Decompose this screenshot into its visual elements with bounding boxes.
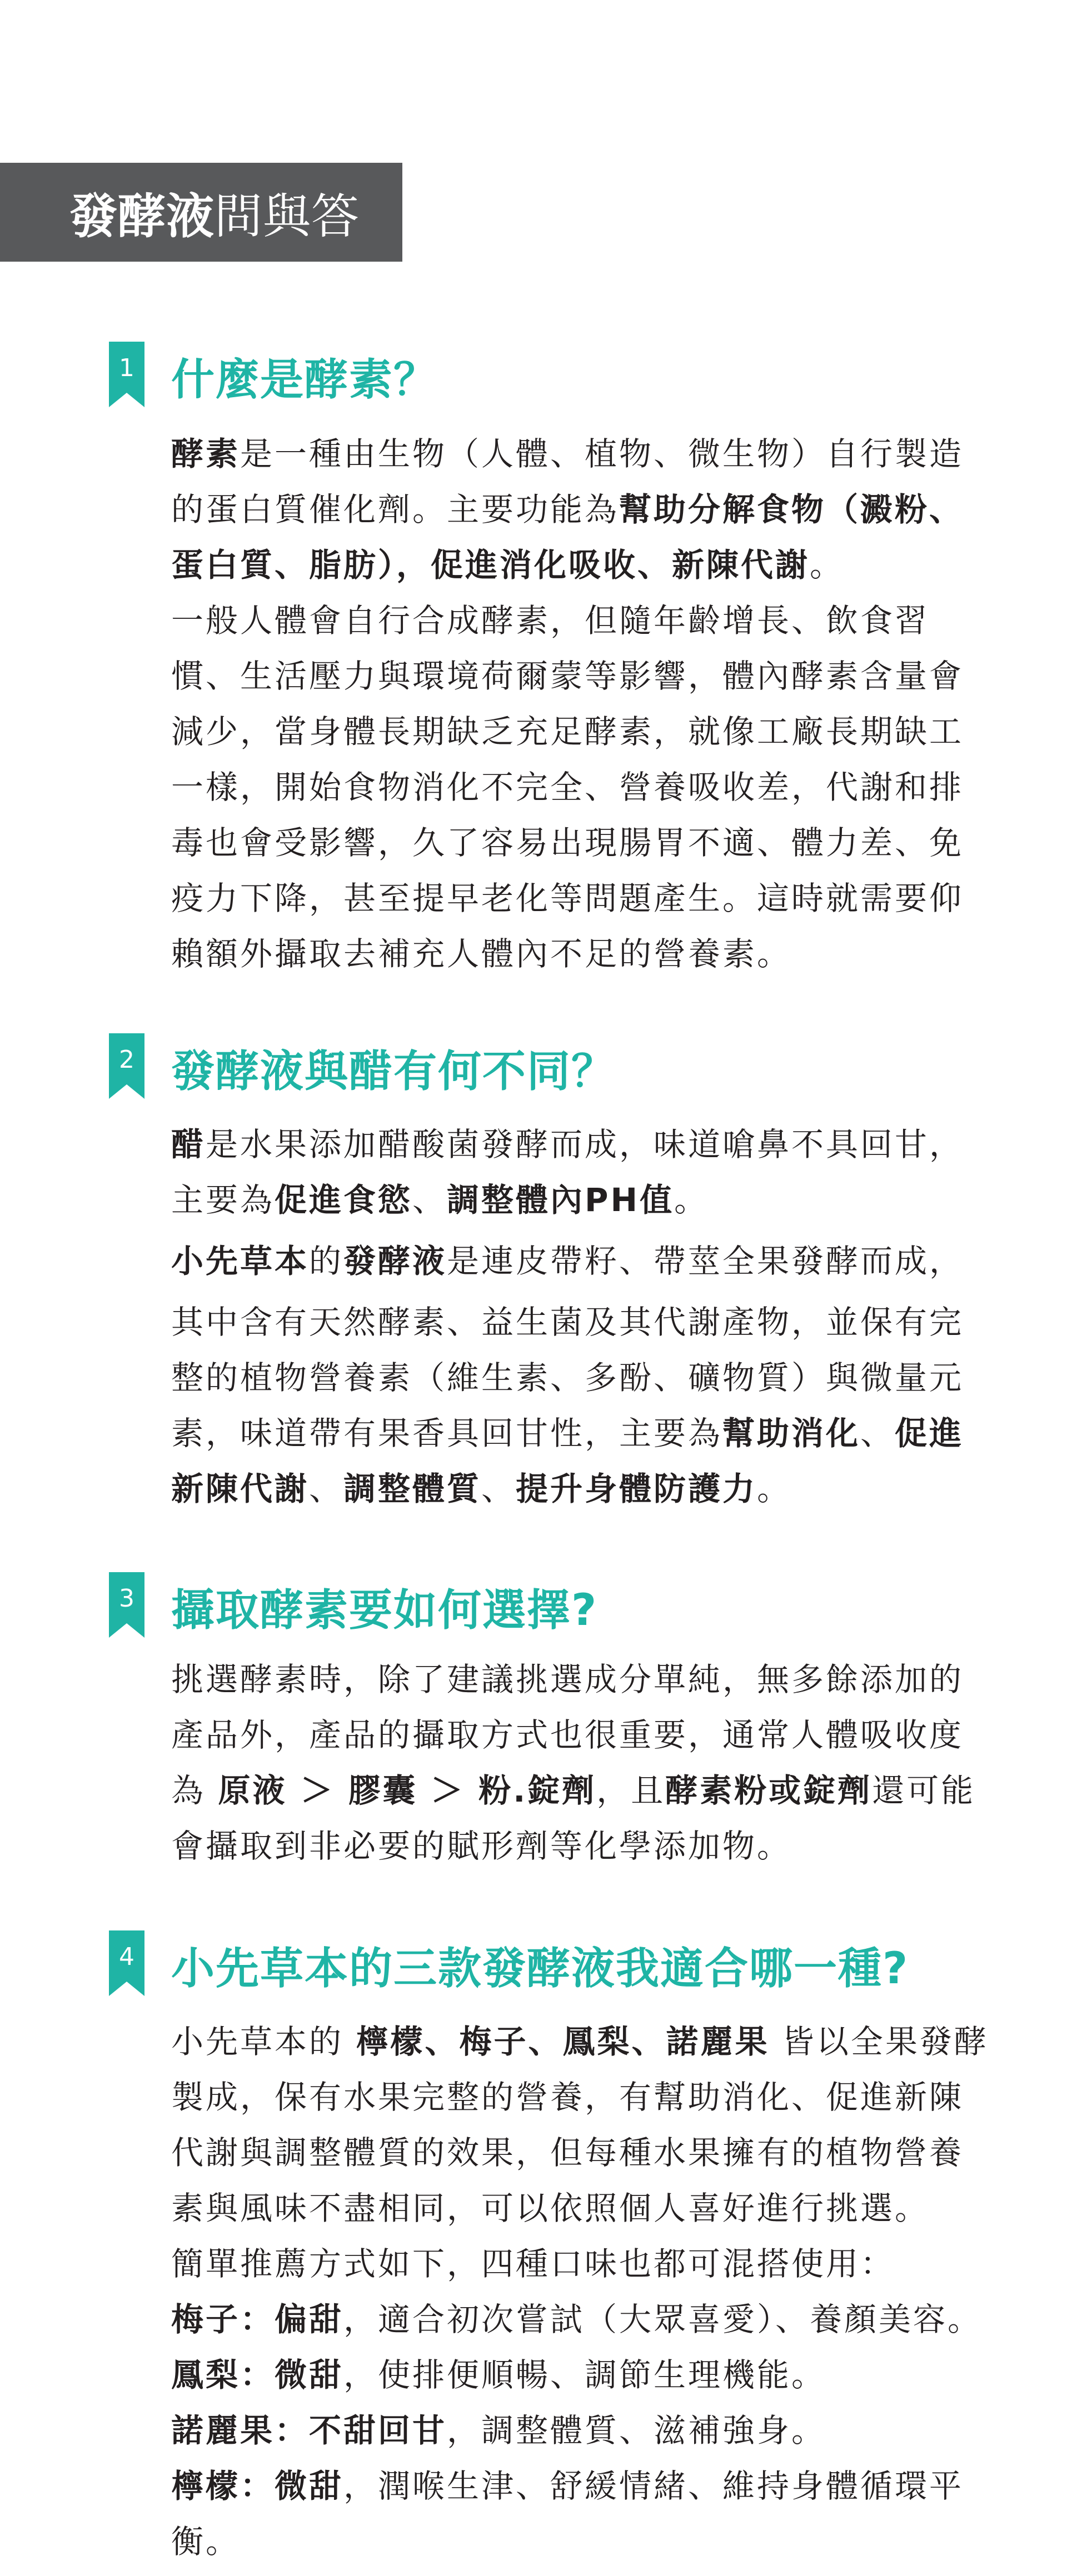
body-text: ，潤喉生津、舒緩情緒、維持身體循環平衡。	[171, 2467, 964, 2560]
bold-text: 提升身體防護力	[516, 1470, 757, 1508]
bold-text: 醋	[171, 1126, 206, 1163]
answer-paragraph	[171, 2347, 994, 2403]
body-text: 挑選酵素時，除了建議挑選成分單純，無多餘添加的產品外，產品的攝取方式也很重要，通常人體吸收度為	[171, 1660, 964, 1809]
bold-text: 促進食慾	[275, 1181, 413, 1219]
bold-text: 不甜回甘	[309, 2412, 447, 2449]
body-text: 的	[309, 1242, 344, 1280]
answer-paragraph	[171, 2458, 994, 2569]
answer-paragraph	[171, 1652, 994, 1874]
question-title: 什麼是酵素？	[171, 355, 438, 405]
question-header	[0, 1930, 1067, 1997]
answer-paragraph	[171, 1233, 994, 1289]
body-text: ，適合初次嘗試（大眾喜愛）、養顏美容。	[343, 2300, 983, 2338]
body-text: 。	[757, 1470, 792, 1508]
body-text: 還可能會攝取到非必要的賦形劑等化學添加物。	[171, 1772, 976, 1865]
bold-text: 酵素	[171, 435, 241, 473]
body-text: 是一種由生物（人體、植物、微生物）自行製造的蛋白質催化劑。主要功能為	[171, 435, 964, 528]
bold-text: 檸檬：	[171, 2467, 275, 2505]
bookmark-badge-icon	[109, 1930, 144, 1996]
question-number: 1	[119, 354, 134, 382]
bookmark-badge-icon	[109, 1572, 144, 1638]
bold-text: 調整體內PH值	[447, 1181, 675, 1219]
body-text: 是水果添加醋酸菌發酵而成，味道嗆鼻不具回甘，主要為	[171, 1126, 964, 1219]
body-text: ，且	[596, 1772, 666, 1809]
body-text: 。	[810, 546, 845, 584]
body-text: 小先草本的	[171, 2023, 356, 2060]
page-title	[0, 178, 360, 247]
bold-text: 酵素粉或錠劑	[665, 1772, 872, 1809]
bold-text: 鳳梨：	[171, 2356, 275, 2394]
page-title-bar	[0, 163, 402, 262]
question-header	[0, 1033, 1067, 1100]
body-text: 皆以全果發酵製成，保有水果完整的營養，有幫助消化、促進新陳代謝與調整體質的效果，但每種水果擁有的植物營養素與風味不盡相同，可以依照個人喜好進行挑選。	[171, 2023, 989, 2227]
body-text: 、	[481, 1470, 516, 1508]
body-text: 。	[674, 1181, 709, 1219]
body-text: 、	[860, 1414, 895, 1452]
question-header	[0, 1572, 1067, 1639]
answer-paragraph	[171, 2292, 994, 2347]
bold-text: 諾麗果：	[171, 2412, 310, 2449]
body-text: ，調整體質、滋補強身。	[447, 2412, 826, 2449]
bold-text: 梅子：	[171, 2300, 275, 2338]
body-text: 一般人體會自行合成酵素，但隨年齡增長、飲食習慣、生活壓力與環境荷爾蒙等影響，體內酵素含量會減少，當身體長期缺乏充足酵素，就像工廠長期缺工一樣，開始食物消化不完全、營養吸收差，代謝和排毒也會受影響，久了容易出現腸胃不適、體力差、免疫力下降，甚至提早老化等問題產生。這時就需要仰賴額外攝取去補充人體內不足的營養素。	[171, 602, 964, 973]
bold-text: 微甜	[275, 2467, 344, 2505]
bold-text: 小先草本	[171, 1242, 310, 1280]
question-header	[0, 342, 1067, 408]
bold-text: 偏甜	[275, 2300, 344, 2338]
answer-paragraph	[171, 1117, 994, 1228]
answer-paragraph	[171, 2236, 994, 2292]
bold-text: 調整體質	[343, 1470, 482, 1508]
answer-paragraph	[171, 426, 994, 593]
bold-text: 幫助消化	[722, 1414, 861, 1452]
answer-paragraph	[171, 2014, 994, 2236]
answer-paragraph	[171, 593, 994, 982]
question-number: 4	[119, 1943, 134, 1971]
body-text: 是連皮帶籽、帶莖全果發酵而成，	[447, 1242, 964, 1280]
page-title-light: 問與答	[215, 189, 360, 244]
question-title: 小先草本的三款發酵液我適合哪一種?	[171, 1944, 909, 1994]
question-number: 3	[119, 1584, 134, 1613]
question-number: 2	[119, 1046, 134, 1074]
answer-body	[171, 426, 994, 982]
bold-text: 幫助分解食物（澱粉、蛋白質、脂肪），促進消化吸收、新陳代謝	[171, 491, 964, 584]
bold-text: 促進新陳代謝	[171, 1414, 964, 1508]
answer-body	[171, 1117, 994, 1517]
body-text: 其中含有天然酵素、益生菌及其代謝產物，並保有完整的植物營養素（維生素、多酚、礦物質）與微量元素，味道帶有果香具回甘性，主要為	[171, 1303, 964, 1452]
question-title: 發酵液與醋有何不同？	[171, 1047, 616, 1097]
bold-text: 檸檬、梅子、鳳梨、諾麗果	[356, 2023, 770, 2060]
body-text: 、	[309, 1470, 344, 1508]
body-text: 簡單推薦方式如下，四種口味也都可混搭使用：	[171, 2245, 895, 2283]
answer-body	[171, 2014, 994, 2569]
body-text: 、	[412, 1181, 447, 1219]
bold-text: 原液 ＞ 膠囊 ＞ 粉.錠劑	[218, 1772, 597, 1809]
bookmark-badge-icon	[109, 1033, 144, 1099]
answer-paragraph	[171, 2403, 994, 2458]
bold-text: 微甜	[275, 2356, 344, 2394]
bookmark-badge-icon	[109, 342, 144, 407]
body-text: ，使排便順暢、調節生理機能。	[343, 2356, 826, 2394]
page-title-bold: 發酵液	[69, 189, 215, 244]
answer-paragraph	[171, 1294, 994, 1517]
answer-body	[171, 1652, 994, 1874]
question-title: 攝取酵素要如何選擇?	[171, 1585, 598, 1635]
bold-text: 發酵液	[343, 1242, 447, 1280]
